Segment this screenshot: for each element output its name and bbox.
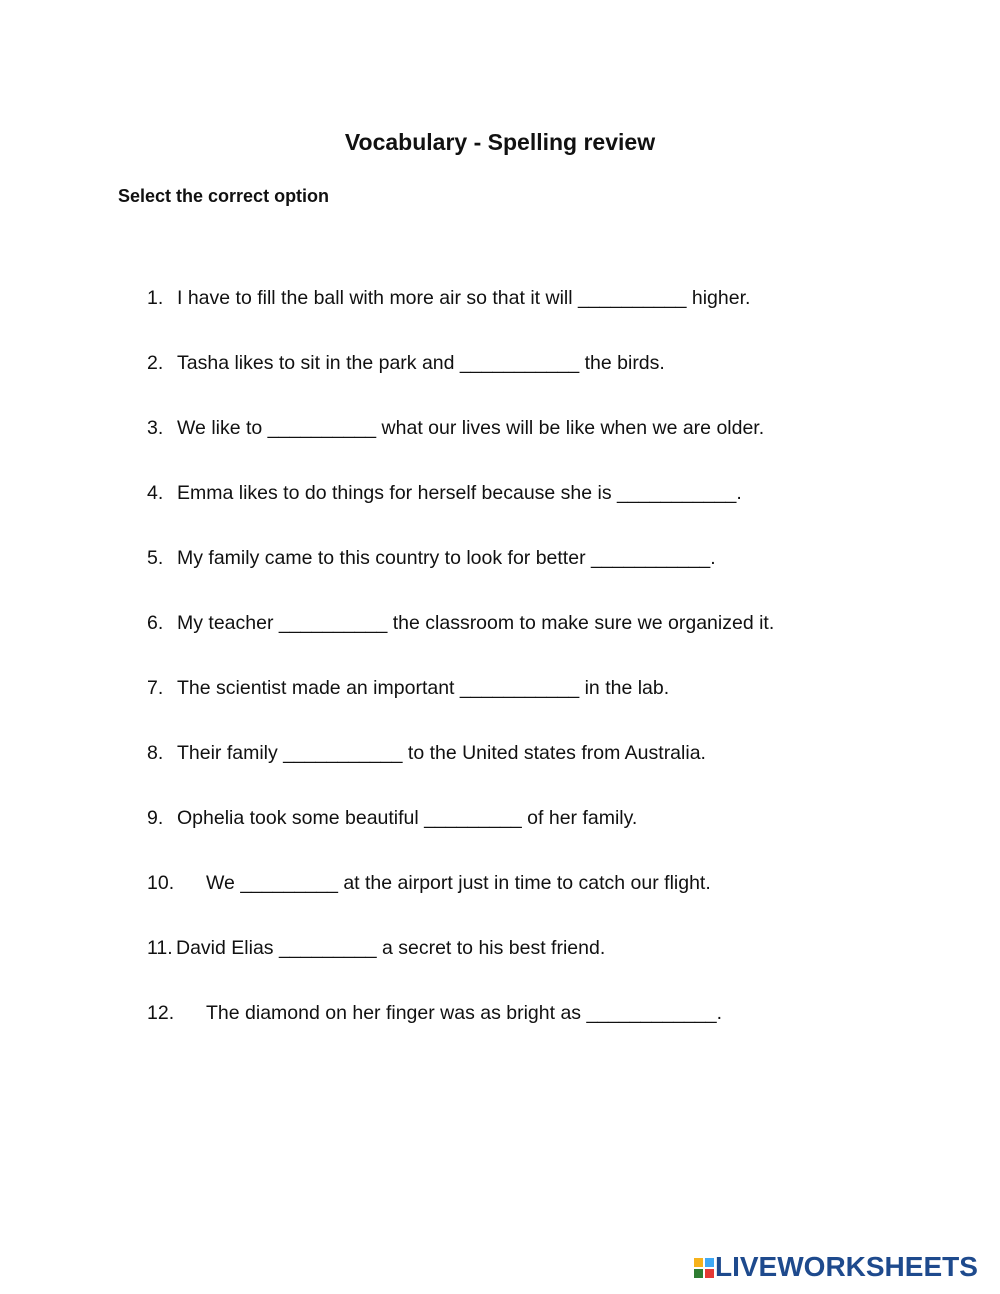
question-text: The diamond on her finger was as bright as ____________. — [206, 1002, 723, 1024]
question-number: 10. — [147, 872, 175, 894]
question-number: 11. — [147, 937, 173, 959]
question-text: We _________ at the airport just in time to catch our flight. — [206, 872, 711, 894]
logo-text: LIVEWORKSHEETS — [715, 1251, 978, 1282]
question-number: 12. — [147, 1002, 175, 1024]
question-text: Emma likes to do things for herself because she is ___________. — [177, 482, 742, 504]
instruction-text: Select the correct option — [118, 186, 330, 206]
question-text: My family came to this country to look for better ___________. — [177, 547, 716, 569]
question-text: Tasha likes to sit in the park and ___________ the birds. — [177, 352, 665, 374]
question-text: My teacher __________ the classroom to make sure we organized it. — [177, 612, 775, 634]
worksheet-title: Vocabulary - Spelling review — [344, 129, 656, 155]
question-text: Ophelia took some beautiful _________ of her family. — [177, 807, 638, 829]
question-number: 5. — [147, 547, 164, 569]
question-number: 2. — [147, 352, 164, 374]
question-number: 9. — [147, 807, 164, 829]
question-number: 8. — [147, 742, 164, 764]
question-text: We like to __________ what our lives will be like when we are older. — [177, 417, 765, 439]
question-number: 6. — [147, 612, 164, 634]
question-text: David Elias _________ a secret to his best friend. — [176, 937, 606, 959]
question-text: The scientist made an important ___________ in the lab. — [177, 677, 670, 699]
question-text: I have to fill the ball with more air so that it will __________ higher. — [177, 287, 751, 309]
question-text: Their family ___________ to the United states from Australia. — [177, 742, 706, 764]
liveworksheets-logo-icon — [693, 1257, 715, 1279]
question-number: 4. — [147, 482, 164, 504]
liveworksheets-logo — [693, 1251, 993, 1285]
question-number: 1. — [147, 287, 164, 309]
question-number: 7. — [147, 677, 164, 699]
question-number: 3. — [147, 417, 164, 439]
